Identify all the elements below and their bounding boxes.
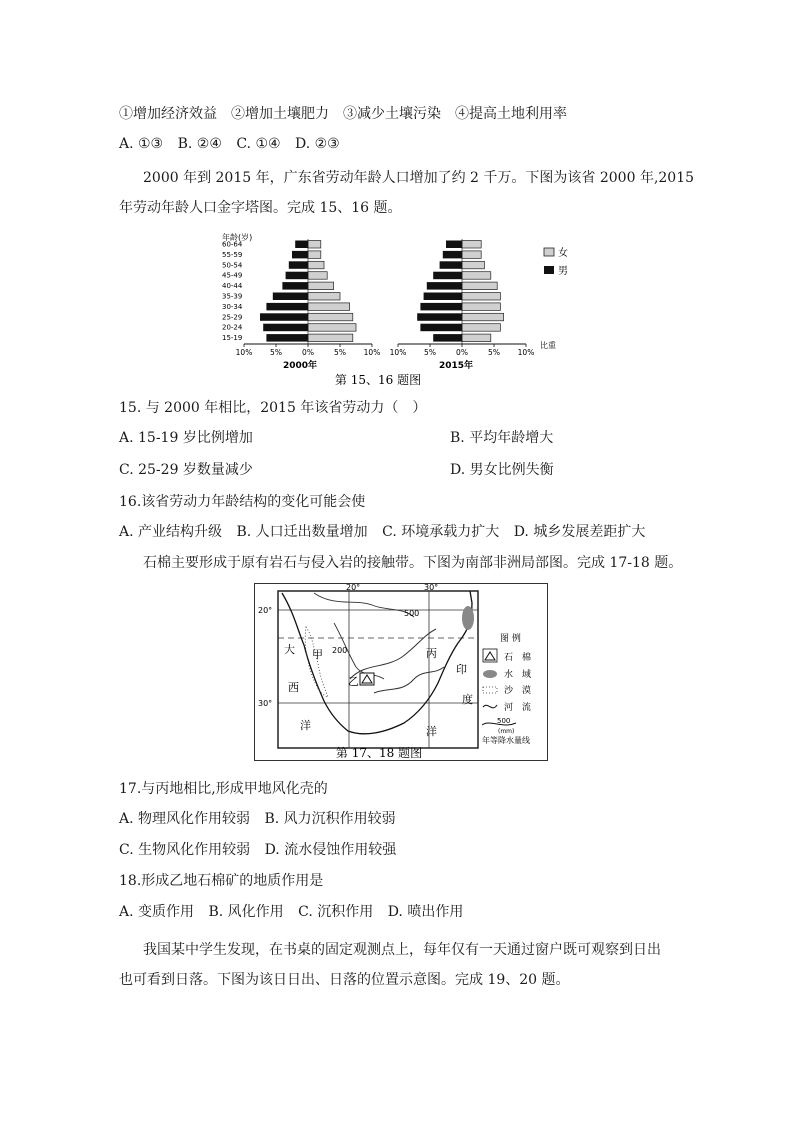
q17-option-c[interactable]: C. 生物风化作用较弱 (119, 842, 251, 858)
bar-2015年-female-35-39 (462, 293, 500, 301)
label-yi: 乙 (348, 675, 359, 688)
bar-2000年-male-25-29 (260, 313, 308, 321)
bar-2000年-male-30-34 (266, 303, 308, 311)
bar-2000年-female-30-34 (308, 303, 350, 311)
legend-isohyet-value: 500 (497, 717, 511, 725)
population-pyramid-figure (218, 228, 582, 392)
ocean-west-2: 西 (288, 681, 299, 694)
bar-2015年-female-50-54 (462, 261, 484, 269)
intro-19-20-line1: 我国某中学生发现，在书桌的固定观测点上，每年仅有一天通过窗户既可观察到日出 (143, 942, 661, 958)
q17-stem: 17.与丙地相比,形成甲地风化壳的 (119, 781, 328, 797)
q14-option-d[interactable]: D. ②③ (295, 136, 340, 152)
q14-option-a[interactable]: A. ①③ (119, 136, 164, 152)
bar-2000年-male-15-19 (266, 334, 308, 342)
q17-option-b[interactable]: B. 风力沉积作用较弱 (264, 811, 396, 827)
bar-2015年-female-60-64 (462, 241, 481, 249)
q18-options (119, 902, 473, 922)
legend-water-icon (483, 670, 497, 678)
q14-options (119, 134, 350, 154)
bar-2000年-male-35-39 (273, 293, 308, 301)
intro-15-16-line2: 年劳动年龄人口金字塔图。完成 15、16 题。 (119, 200, 402, 216)
x-tick-2000年-4: 10% (363, 348, 381, 357)
q15-option-c[interactable]: C. 25-29 岁数量减少 (119, 462, 253, 478)
age-label-30-34: 30-34 (222, 302, 243, 311)
q18-option-c[interactable]: C. 沉积作用 (298, 904, 374, 920)
bar-2000年-female-55-59 (308, 251, 321, 259)
bar-2015年-male-20-24 (420, 324, 462, 332)
lon-30-label: 30° (424, 583, 439, 592)
bar-2000年-female-25-29 (308, 313, 353, 321)
bar-2015年-male-40-44 (427, 282, 462, 290)
bar-2015年-male-30-34 (420, 303, 462, 311)
bar-2015年-male-15-19 (433, 334, 462, 342)
bar-2015年-male-60-64 (446, 241, 462, 249)
intro-19-20-line2: 也可看到日落。下图为该日日出、日落的位置示意图。完成 19、20 题。 (119, 972, 570, 988)
q18-option-d[interactable]: D. 喷出作用 (387, 904, 464, 920)
q17-row2 (119, 840, 406, 860)
q18-option-b[interactable]: B. 风化作用 (208, 904, 284, 920)
bar-2000年-female-40-44 (308, 282, 334, 290)
q15-stem: 15. 与 2000 年相比，2015 年该省劳动力（ ） (119, 400, 427, 416)
lat-30-label: 30° (258, 699, 273, 708)
bar-2000年-male-50-54 (289, 261, 308, 269)
map-caption: 第 17、18 题图 (335, 746, 423, 760)
x-tick-2000年-0: 10% (235, 348, 253, 357)
legend-female-swatch (544, 248, 554, 256)
x-tick-2015年-4: 10% (517, 348, 535, 357)
pyramid-caption: 第 15、16 题图 (334, 373, 422, 387)
q14-option-b[interactable]: B. ②④ (177, 136, 222, 152)
legend-desert-label: 沙 漠 (504, 686, 532, 696)
legend-isohyet-unit: (mm) (498, 728, 515, 735)
ocean-west-3: 洋 (300, 719, 311, 732)
x-tick-2000年-2: 0% (302, 348, 314, 357)
lat-20-label: 20° (258, 606, 273, 615)
x-tick-2000年-1: 5% (270, 348, 282, 357)
isohyet-500-label: 500 (404, 609, 420, 618)
q17-option-d[interactable]: D. 流水侵蚀作用较强 (264, 842, 397, 858)
x-tick-2015年-0: 10% (389, 348, 407, 357)
q16-option-a[interactable]: A. 产业结构升级 (119, 524, 223, 540)
bar-2000年-male-40-44 (282, 282, 308, 290)
q14-statements: ①增加经济效益 ②增加土壤肥力 ③减少土壤污染 ④提高土地利用率 (119, 106, 567, 122)
q14-option-c[interactable]: C. ①④ (236, 136, 281, 152)
x-tick-2000年-3: 5% (334, 348, 346, 357)
bar-2000年-female-50-54 (308, 261, 324, 269)
q16-option-b[interactable]: B. 人口迁出数量增加 (236, 524, 368, 540)
legend-male-swatch (544, 266, 554, 274)
intro-17-18: 石棉主要形成于原有岩石与侵入岩的接触带。下图为南部非洲局部图。完成 17-18 题。 (143, 555, 683, 571)
bar-2000年-female-15-19 (308, 334, 353, 342)
bar-2000年-male-45-49 (286, 272, 308, 280)
q17-option-a[interactable]: A. 物理风化作用较弱 (119, 811, 251, 827)
legend-asbestos-label: 石 棉 (504, 653, 532, 663)
bar-2015年-female-15-19 (462, 334, 491, 342)
age-label-45-49: 45-49 (222, 271, 243, 280)
q17-row1 (119, 809, 406, 829)
bar-2015年-female-40-44 (462, 282, 497, 290)
southern-africa-map (254, 583, 548, 761)
isohyet-200-label: 200 (332, 646, 348, 655)
ocean-east-3: 洋 (426, 725, 437, 738)
bar-2015年-male-35-39 (424, 293, 462, 301)
legend-river-label: 河 流 (504, 703, 532, 713)
age-label-40-44: 40-44 (222, 282, 243, 291)
lake-water (462, 606, 474, 630)
legend-water-label: 水 域 (504, 670, 532, 680)
bar-2000年-female-35-39 (308, 293, 340, 301)
population-pyramid-chart (218, 228, 582, 388)
label-2015: 2015年 (438, 361, 474, 371)
x-tick-2015年-1: 5% (424, 348, 436, 357)
legend-female-label: 女 (558, 248, 568, 259)
age-label-15-19: 15-19 (222, 334, 243, 343)
pyramid-2015 (417, 241, 503, 342)
bar-2015年-female-55-59 (462, 251, 481, 259)
bar-2000年-female-45-49 (308, 272, 327, 280)
bar-2015年-female-30-34 (462, 303, 500, 311)
ocean-west-1: 大 (284, 643, 295, 656)
bar-2015年-male-25-29 (417, 313, 462, 321)
map-legend-title: 图 例 (500, 634, 521, 644)
q18-option-a[interactable]: A. 变质作用 (119, 904, 195, 920)
bar-2015年-male-50-54 (440, 261, 462, 269)
q16-options (119, 522, 655, 542)
label-bing: 丙 (426, 647, 437, 660)
x-tick-2015年-3: 5% (488, 348, 500, 357)
age-label-20-24: 20-24 (222, 323, 243, 332)
bar-2015年-male-45-49 (433, 272, 462, 280)
age-label-50-54: 50-54 (222, 261, 243, 270)
q15-option-a[interactable]: A. 15-19 岁比例增加 (119, 430, 253, 446)
southern-africa-map-figure (254, 583, 548, 765)
label-jia: 甲 (312, 648, 323, 661)
age-label-35-39: 35-39 (222, 292, 243, 301)
bar-2000年-female-60-64 (308, 241, 321, 249)
ocean-east-1: 印 (456, 663, 467, 676)
q18-stem: 18.形成乙地石棉矿的地质作用是 (119, 873, 324, 889)
legend-isohyet-label: 年等降水量线 (482, 736, 530, 745)
bar-2015年-female-25-29 (462, 313, 504, 321)
age-label-25-29: 25-29 (222, 313, 243, 322)
bar-2000年-male-20-24 (263, 324, 308, 332)
q16-option-d[interactable]: D. 城乡发展差距扩大 (513, 524, 646, 540)
x-tick-2015年-2: 0% (456, 348, 468, 357)
age-label-60-64: 60-64 (222, 240, 243, 249)
bar-2015年-female-20-24 (462, 324, 500, 332)
q15-option-d[interactable]: D. 男女比例失衡 (450, 462, 554, 478)
bar-2015年-female-45-49 (462, 272, 491, 280)
q16-stem: 16.该省劳动力年龄结构的变化可能会使 (119, 494, 366, 510)
age-axis-title: 年龄(岁) (222, 233, 253, 242)
q15-option-b[interactable]: B. 平均年龄增大 (450, 430, 554, 446)
q16-option-c[interactable]: C. 环境承载力扩大 (382, 524, 500, 540)
label-2000: 2000年 (282, 361, 318, 371)
bar-2000年-male-55-59 (292, 251, 308, 259)
age-label-55-59: 55-59 (222, 250, 243, 259)
bar-2000年-male-60-64 (295, 241, 308, 249)
age-labels (222, 241, 243, 343)
intro-15-16-line1: 2000 年到 2015 年，广东省劳动年龄人口增加了约 2 千万。下图为该省 2000 年,2015 (143, 170, 695, 186)
x-axis-label: 比重 (540, 341, 556, 350)
legend-male-label: 男 (558, 266, 568, 277)
bar-2015年-male-55-59 (443, 251, 462, 259)
bar-2000年-female-20-24 (308, 324, 356, 332)
ocean-east-2: 度 (462, 693, 473, 706)
lon-20-label: 20° (346, 583, 361, 592)
